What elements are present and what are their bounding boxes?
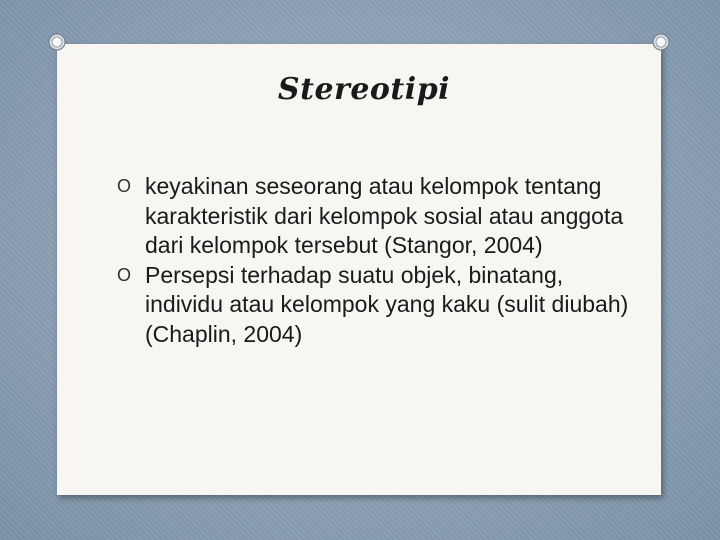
bullet-list [115,172,645,349]
bullet-text: keyakinan seseorang atau kelompok tentang karakteristik dari kelompok sosial atau anggota dari kelompok tersebut (Stangor, 2004) [145,173,624,258]
bullet-marker: O [117,176,132,196]
pushpin-icon [48,33,66,51]
bullet-text: Persepsi terhadap suatu objek, binatang, individu atau kelompok yang kaku (sulit diubah)(Chaplin, 2004) [145,261,629,347]
bullet-item [115,261,645,350]
bullet-marker: O [117,264,132,285]
bullet-item [115,172,645,261]
slide-title: Stereotipi [277,72,451,107]
pushpin-icon [652,33,670,51]
